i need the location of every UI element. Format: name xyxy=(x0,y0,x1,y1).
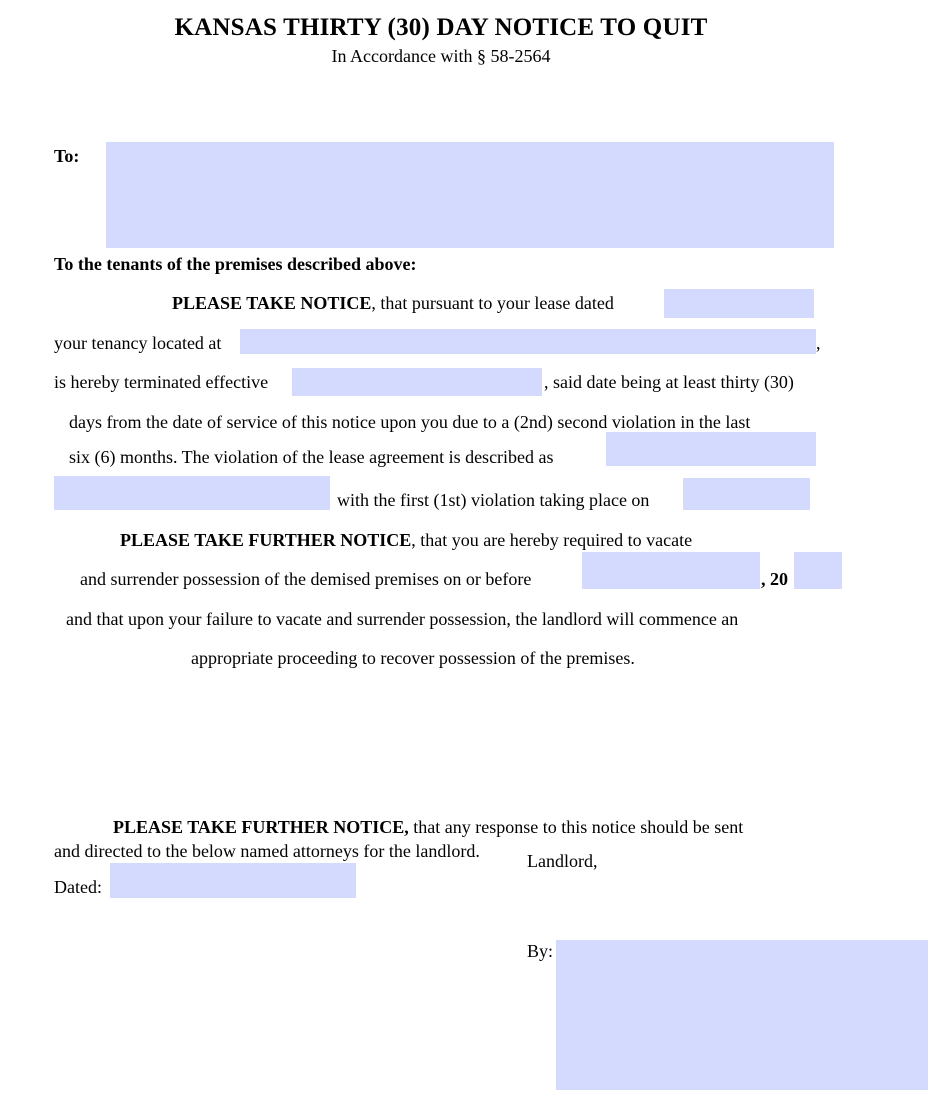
to-recipient-field[interactable] xyxy=(106,142,834,248)
tenancy-address-field[interactable] xyxy=(240,329,816,354)
vacate-year-field[interactable] xyxy=(794,552,842,589)
document-title: KANSAS THIRTY (30) DAY NOTICE TO QUIT xyxy=(174,14,708,41)
document-subtitle: In Accordance with § 58-2564 xyxy=(331,46,551,66)
tenancy-label: your tenancy located at xyxy=(54,333,222,353)
terminated-label: is hereby terminated effective xyxy=(54,372,269,392)
dated-label: Dated: xyxy=(54,877,102,897)
response-notice-line xyxy=(113,818,743,836)
dated-field[interactable] xyxy=(110,863,356,898)
first-violation-date-field[interactable] xyxy=(683,478,810,510)
six-months-line: six (6) months. The violation of the lease agreement is described as xyxy=(69,447,554,467)
further-notice-rest: , that you are hereby required to vacate xyxy=(411,530,693,550)
landlord-signature-field[interactable] xyxy=(556,940,928,1090)
year-prefix: , 20 xyxy=(761,569,788,589)
termination-date-field[interactable] xyxy=(292,368,542,396)
further-notice-bold: PLEASE TAKE FURTHER NOTICE xyxy=(120,530,412,550)
notice-rest: , that pursuant to your lease dated xyxy=(371,293,614,313)
terminated-rest: , said date being at least thirty (30) xyxy=(544,372,794,392)
notice-line-1 xyxy=(172,294,614,312)
directed-line: and directed to the below named attorneys for the landlord. xyxy=(54,841,480,861)
days-line: days from the date of service of this notice upon you due to a (2nd) second violation in the last xyxy=(69,412,751,432)
lease-date-field[interactable] xyxy=(664,289,814,318)
by-label: By: xyxy=(527,941,554,961)
greeting-text: To the tenants of the premises described above: xyxy=(54,254,417,274)
further-notice-line xyxy=(120,531,692,549)
response-notice-rest: that any response to this notice should be sent xyxy=(408,817,744,837)
violation-description-cont-field[interactable] xyxy=(54,476,330,510)
proceeding-line: appropriate proceeding to recover possession of the premises. xyxy=(191,648,635,668)
first-violation-text: with the first (1st) violation taking place on xyxy=(337,490,650,510)
failure-line: and that upon your failure to vacate and surrender possession, the landlord will commence an xyxy=(66,609,739,629)
tenancy-comma: , xyxy=(816,333,821,353)
notice-bold: PLEASE TAKE NOTICE xyxy=(172,293,372,313)
surrender-label: and surrender possession of the demised premises on or before xyxy=(80,569,532,589)
landlord-label: Landlord, xyxy=(527,851,598,871)
vacate-date-field[interactable] xyxy=(582,552,760,589)
response-notice-bold: PLEASE TAKE FURTHER NOTICE, xyxy=(113,817,409,837)
violation-description-field[interactable] xyxy=(606,432,816,466)
to-label: To: xyxy=(54,146,80,166)
